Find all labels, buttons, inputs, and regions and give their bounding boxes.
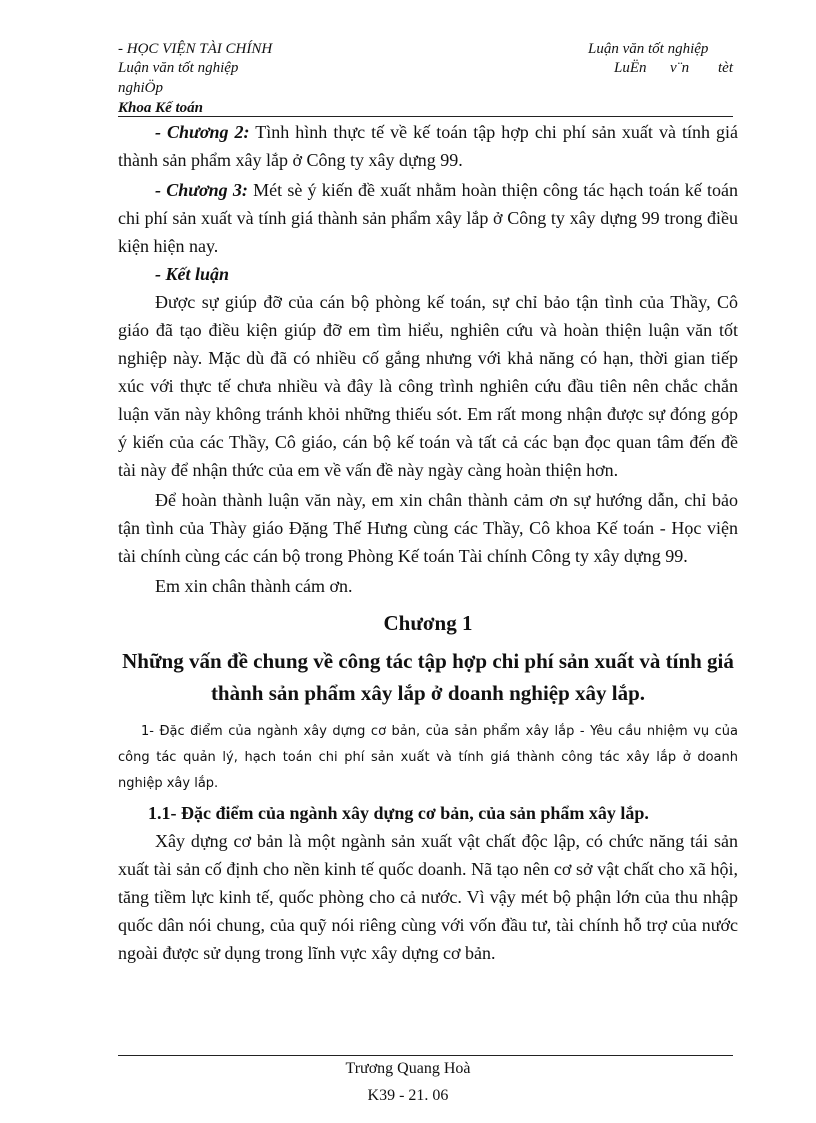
- header-garbled-word-3: tèt: [718, 60, 733, 76]
- header-faculty: Khoa Kế toán: [118, 100, 204, 116]
- chapter-heading: Chương 1: [383, 611, 473, 635]
- chapter-title: Những vấn đề chung về công tác tập hợp chi phí sản xuất và tính giá thành sản phẩm xây lắp ở doanh nghiệp xây lắp.: [122, 649, 734, 705]
- chapter-2-summary: [118, 118, 738, 174]
- header-divider: [118, 116, 733, 117]
- section-1-heading: 1- Đặc điểm của ngành xây dựng cơ bản, của sản phẩm xây lắp - Yêu cầu nhiệm vụ của công tác quản lý, hạch toán chi phí sản xuất và tính giá thành công tác xây lắp ở doanh nghiệp xây lắp.: [118, 724, 738, 791]
- section-1-1-heading: 1.1- Đặc điểm của ngành xây dựng cơ bản, của sản phẩm xây lắp.: [148, 803, 649, 823]
- thanks-paragraph: Em xin chân thành cám ơn.: [155, 576, 353, 596]
- header-garbled-word-2: v¨n: [670, 60, 690, 76]
- header-garbled-word-1: LuËn: [614, 60, 647, 76]
- chapter-3-summary: [118, 176, 738, 260]
- chapter-2-label: - Chương 2:: [155, 122, 250, 142]
- footer-divider: [118, 1055, 733, 1056]
- chapter-3-text: Mét sè ý kiến đề xuất nhằm hoàn thiện công tác hạch toán kế toán chi phí sản xuất và tính giá thành sản phẩm xây lắp ở Công ty xây dựng 99 trong điều kiện hiện nay.: [118, 180, 738, 256]
- header-thesis-left: Luận văn tốt nghiệp: [118, 60, 239, 76]
- header-garbled-word-4: nghiÖp: [118, 80, 163, 96]
- conclusion-label: - Kết luận: [155, 264, 230, 284]
- header-institution: - HỌC VIỆN TÀI CHÍNH: [118, 41, 273, 57]
- section-1-1-paragraph: Xây dựng cơ bản là một ngành sản xuất vật chất độc lập, có chức năng tái sản xuất tài sản cố định cho nền kinh tế quốc doanh. Nã tạo nên cơ sở vật chất cho xã hội, tăng tiềm lực kinh tế, quốc phòng cho cả nước. Vì vậy mét bộ phận lớn của thu nhập quốc dân nói chung, của quỹ nói riêng cùng với vốn đầu tư, tài chính hỗ trợ của nước ngoài được sử dụng trong lĩnh vực xây dựng cơ bản.: [118, 831, 738, 963]
- header-thesis-right: Luận văn tốt nghiệp: [588, 41, 709, 57]
- footer-class-code: K39 - 21. 06: [367, 1087, 449, 1104]
- chapter-2-text: Tình hình thực tế về kế toán tập hợp chi phí sản xuất và tính giá thành sản phẩm xây lắp ở Công ty xây dựng 99.: [118, 122, 739, 170]
- footer-author: Trương Quang Hoà: [345, 1060, 471, 1077]
- acknowledgement-paragraph-2: Để hoàn thành luận văn này, em xin chân thành cảm ơn sự hướng dẫn, chỉ bảo tận tình của Thày giáo Đặng Thế Hưng cùng các Thầy, Cô khoa Kế toán - Học viện tài chính cùng các cán bộ trong Phòng Kế toán Tài chính Công ty xây dựng 99.: [118, 490, 738, 566]
- document-body: [118, 118, 738, 967]
- acknowledgement-paragraph-1: Được sự giúp đỡ của cán bộ phòng kế toán, sự chỉ bảo tận tình của Thầy, Cô giáo đã tạo điều kiện giúp đỡ em tìm hiểu, nghiên cứu và hoàn thiện luận văn tốt nghiệp này. Mặc dù đã có nhiều cố gắng nhưng với khả năng có hạn, thời gian tiếp xúc với thực tế chưa nhiều và đây là công trình nghiên cứu đầu tiên nên chắc chắn luận văn này không tránh khỏi những thiếu sót. Em rất mong nhận được sự đóng góp ý kiến của các Thầy, Cô giáo, cán bộ kế toán và tất cả các bạn đọc quan tâm đến đề tài này để nhận thức của em về vấn đề này ngày càng hoàn thiện hơn.: [118, 292, 738, 480]
- chapter-3-label: - Chương 3:: [155, 180, 248, 200]
